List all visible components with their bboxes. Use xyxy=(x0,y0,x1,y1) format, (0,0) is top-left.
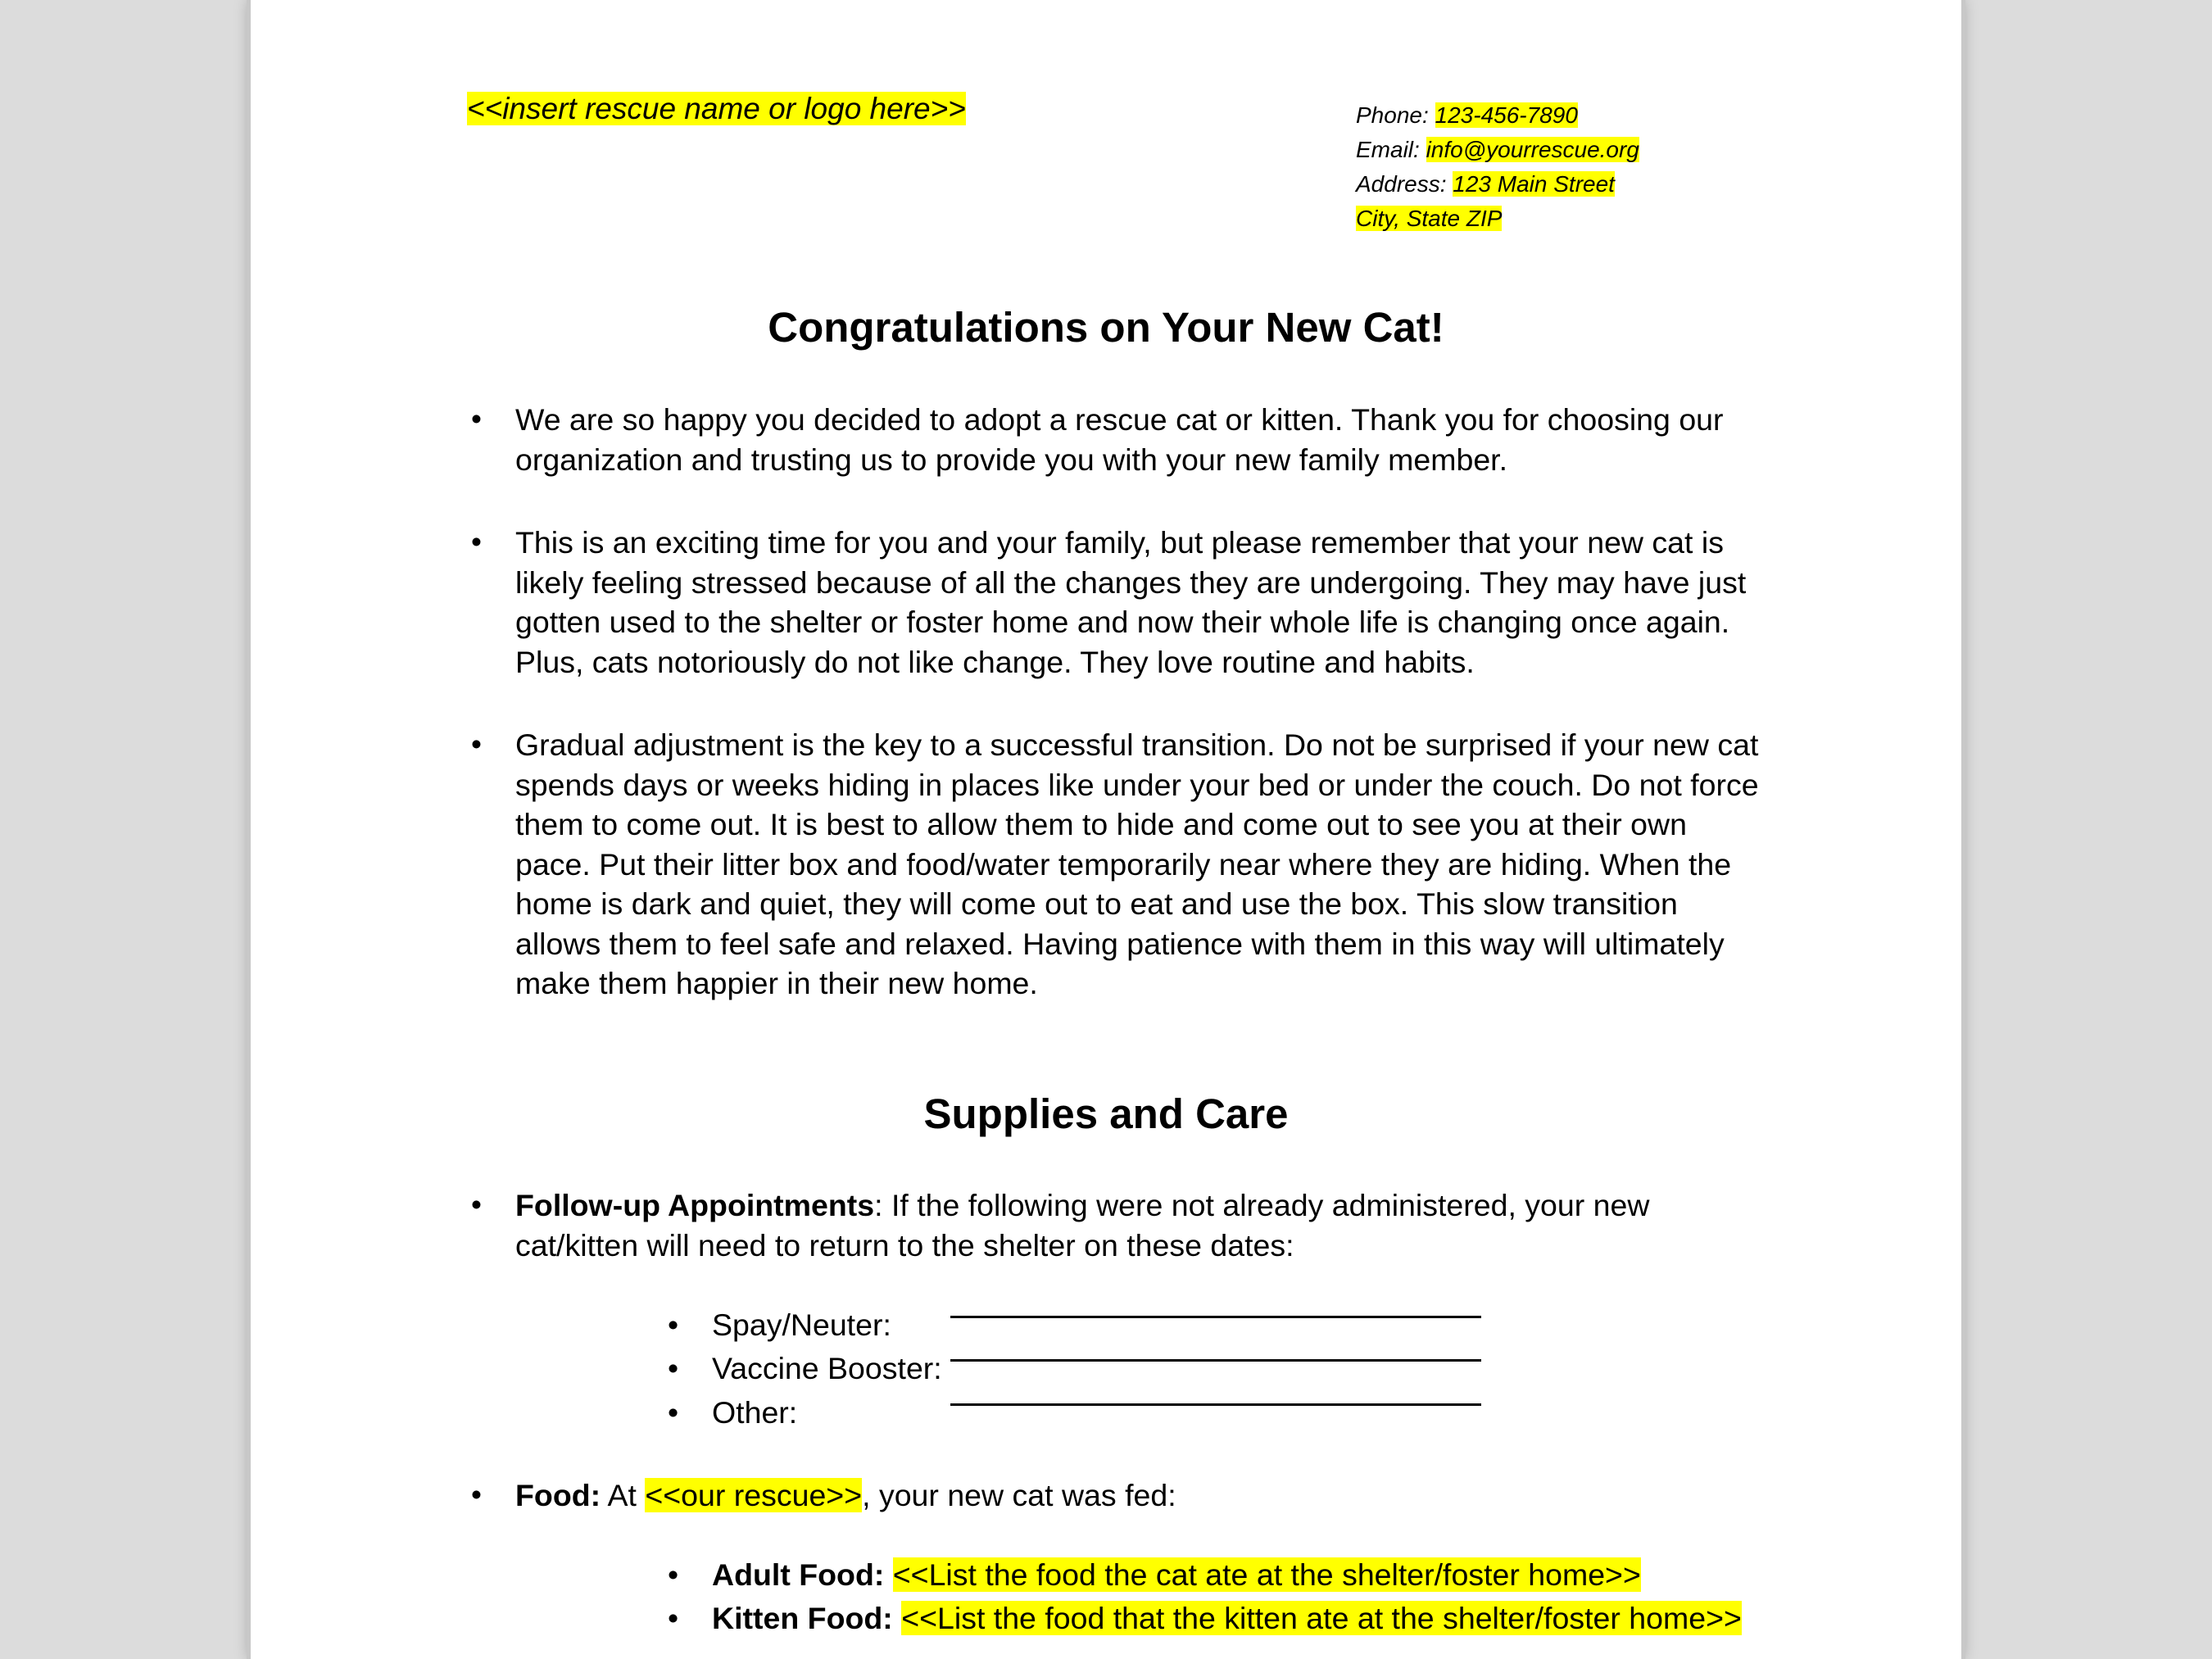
bullet-icon: • xyxy=(471,1188,482,1222)
email-value: info@yourrescue.org xyxy=(1426,137,1639,162)
adult-food-text xyxy=(712,1555,1641,1595)
bullet-text: Gradual adjustment is the key to a successful transition. Do not be surprised if your new cat spends days or weeks hiding in places like under your bed or under the couch. Do not force them to come out. It is best to allow them to hide and come out to see you at their own pace. Put their litter box and food/water temporarily near where they are hiding. When the home is dark and quiet, they will come out to eat and use the box. This slow transition allows them to feel safe and relaxed. Having patience with them in this way will ultimately make them happier in their new home. xyxy=(515,728,1759,1000)
appointment-label: Vaccine Booster: xyxy=(712,1351,942,1385)
email-line xyxy=(1356,133,1639,167)
food-pre: At xyxy=(601,1478,646,1512)
appointment-label: Other: xyxy=(712,1395,798,1430)
followup-text xyxy=(515,1185,1769,1265)
address-line2: City, State ZIP xyxy=(1356,206,1503,231)
section-title-congratulations: Congratulations on Your New Cat! xyxy=(768,304,1444,351)
appointment-label: Spay/Neuter: xyxy=(712,1308,891,1342)
logo-placeholder-text: <<insert rescue name or logo here>> xyxy=(467,92,966,125)
followup-label: Follow-up Appointments xyxy=(515,1188,875,1222)
adult-food-label: Adult Food: xyxy=(712,1557,885,1592)
bullet-icon: • xyxy=(668,1308,679,1342)
food-rescue-placeholder: <<our rescue>> xyxy=(645,1478,863,1512)
spay-neuter-date-field[interactable] xyxy=(950,1316,1481,1318)
bullet-icon: • xyxy=(668,1557,679,1592)
adult-food-placeholder: <<List the food the cat ate at the shelter/foster home>> xyxy=(892,1557,1641,1592)
bullet-icon: • xyxy=(471,1478,482,1512)
bullet-icon: • xyxy=(668,1351,679,1385)
bullet-icon: • xyxy=(471,525,482,559)
phone-label: Phone: xyxy=(1356,102,1429,128)
kitten-food-text xyxy=(712,1598,1742,1639)
followup-description: : If the following were not already administered, your new cat/kitten will need to return to the shelter on these dates: xyxy=(515,1188,1650,1262)
address-line1: 123 Main Street xyxy=(1453,171,1615,197)
other-date-field[interactable] xyxy=(950,1403,1481,1406)
address-line-2 xyxy=(1356,202,1639,236)
kitten-food-placeholder: <<List the food that the kitten ate at the shelter/foster home>> xyxy=(901,1601,1742,1635)
address-line xyxy=(1356,167,1639,202)
contact-block xyxy=(1356,98,1639,236)
bullet-text: We are so happy you decided to adopt a rescue cat or kitten. Thank you for choosing our organization and trusting us to provide you with your new family member. xyxy=(515,402,1724,477)
bullet-icon: • xyxy=(471,402,482,436)
phone-value: 123-456-7890 xyxy=(1435,102,1578,128)
food-post: , your new cat was fed: xyxy=(862,1478,1176,1512)
food-text xyxy=(515,1475,1769,1516)
vaccine-booster-date-field[interactable] xyxy=(950,1359,1481,1362)
phone-line xyxy=(1356,98,1639,133)
food-label: Food: xyxy=(515,1478,601,1512)
bullet-icon: • xyxy=(668,1601,679,1635)
email-label: Email: xyxy=(1356,137,1420,162)
bullet-icon: • xyxy=(668,1395,679,1430)
section-title-supplies: Supplies and Care xyxy=(923,1090,1289,1137)
bullet-text: This is an exciting time for you and your family, but please remember that your new cat is likely feeling stressed because of all the changes they are undergoing. They may have just gotten used to the shelter or foster home and now their whole life is changing once again. Plus, cats notoriously do not like change. They love routine and habits. xyxy=(515,525,1747,679)
address-label: Address: xyxy=(1356,171,1447,197)
bullet-icon: • xyxy=(471,728,482,761)
logo-placeholder xyxy=(467,92,966,126)
kitten-food-label: Kitten Food: xyxy=(712,1601,893,1635)
